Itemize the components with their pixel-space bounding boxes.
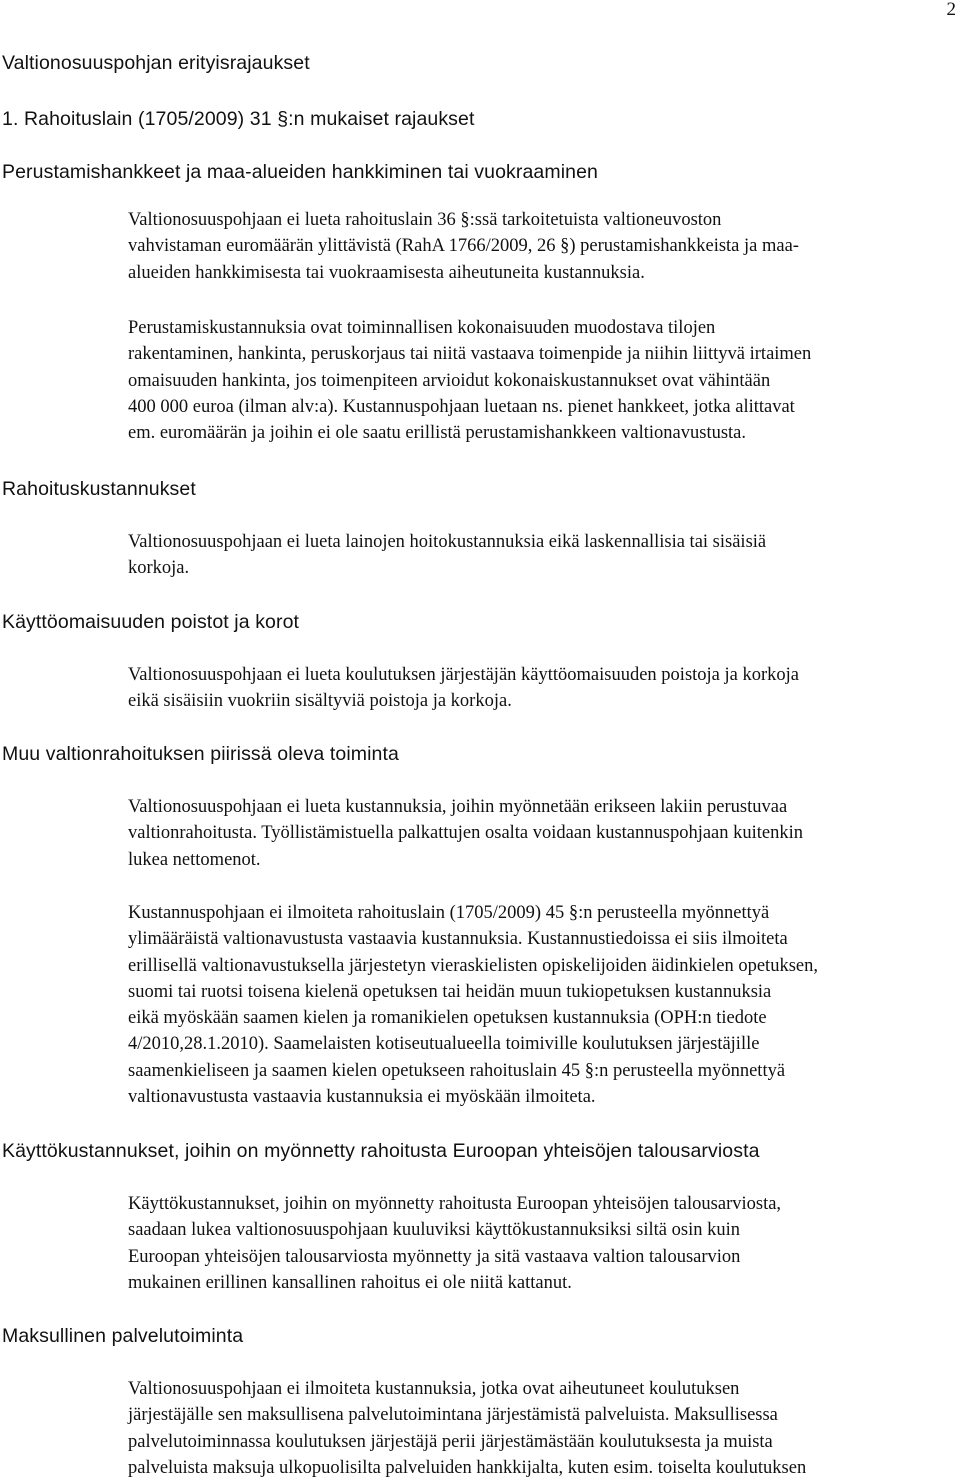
text-line: Käyttökustannukset, joihin on myönnetty rahoitusta Euroopan yhteisöjen talousarviosta, [128, 1194, 782, 1214]
subheading-eu-kayttokustannukset: Käyttökustannukset, joihin on myönnetty rahoitusta Euroopan yhteisöjen talousarviosta [2, 1140, 760, 1162]
subheading-rahoituskustannukset: Rahoituskustannukset [2, 478, 196, 500]
text-line: valtionavustusta vastaavia kustannuksia ei myöskään ilmoiteta. [128, 1087, 596, 1108]
subheading-kayttoomaisuus: Käyttöomaisuuden poistot ja korot [2, 611, 300, 633]
text-line: Perustamiskustannuksia ovat toiminnallisen kokonaisuuden muodostava tilojen [128, 318, 716, 338]
text-line: saamenkieliseen ja saamen kielen opetukseen rahoituslain 45 §:n perusteella myönnettyä [128, 1060, 786, 1081]
text-line: vahvistaman euromäärän ylittävistä (RahA 1766/2009, 26 §) perustamishankkeista ja maa- [128, 236, 799, 257]
text-line: korkoja. [128, 558, 190, 579]
text-line: 4/2010,28.1.2010). Saamelaisten kotiseutualueella toimiville koulutuksen järjestäjille [128, 1034, 760, 1055]
text-line: erillisellä valtionavustuksella järjestetyn vieraskielisten opiskelijoiden äidinkielen opetuksen, [128, 955, 818, 976]
text-line: palvelutoiminnassa koulutuksen järjestäjä perii järjestämästään koulutuksesta ja muista [128, 1431, 773, 1452]
paragraph-muu-valtionrahoitus [128, 794, 958, 873]
paragraph-rahoituskustannukset [128, 529, 958, 582]
text-line: Valtionosuuspohjaan ei lueta lainojen hoitokustannuksia eikä laskennallisia tai sisäisiä [128, 532, 767, 552]
section-heading-rahoituslaki: 1. Rahoituslain (1705/2009) 31 §:n mukaiset rajaukset [2, 108, 475, 130]
subheading-perustamishankkeet: Perustamishankkeet ja maa-alueiden hankkiminen tai vuokraaminen [2, 161, 598, 183]
text-line: järjestäjälle sen maksullisena palvelutoimintana järjestämistä palveluista. Maksullisessa [128, 1405, 778, 1426]
text-line: saadaan lukea valtionosuuspohjaan kuuluviksi käyttökustannuksiksi siltä osin kuin [128, 1220, 740, 1241]
text-line: valtionrahoitusta. Työllistämistuella palkattujen osalta voidaan kustannuspohjaan kuitenkin [128, 823, 804, 844]
text-line: Valtionosuuspohjaan ei ilmoiteta kustannuksia, jotka ovat aiheutuneet koulutuksen [128, 1379, 740, 1399]
paragraph-kayttoomaisuus [128, 662, 958, 715]
text-line: lukea nettomenot. [128, 849, 261, 870]
paragraph-eu-kayttokustannukset [128, 1191, 958, 1296]
document-title: Valtionosuuspohjan erityisrajaukset [2, 52, 310, 74]
text-line: Valtionosuuspohjaan ei lueta rahoituslain 36 §:ssä tarkoitetuista valtioneuvoston [128, 210, 722, 230]
subheading-muu-valtionrahoitus: Muu valtionrahoituksen piirissä oleva toiminta [2, 743, 399, 765]
text-line: eikä myöskään saamen kielen ja romanikielen opetuksen kustannuksia (OPH:n tiedote [128, 1008, 767, 1029]
paragraph-perustamishankkeet-rajaus [128, 207, 958, 286]
text-line: Valtionosuuspohjaan ei lueta kustannuksia, joihin myönnetään erikseen lakiin perustuvaa [128, 797, 788, 817]
text-line: Kustannuspohjaan ei ilmoiteta rahoituslain (1705/2009) 45 §:n perusteella myönnettyä [128, 903, 770, 923]
text-line: em. euromäärän ja joihin ei ole saatu erillistä perustamishankkeen valtionavustusta. [128, 423, 747, 444]
text-line: ylimääräistä valtionavustusta vastaavia kustannuksia. Kustannustiedoissa ei siis ilmoiteta [128, 929, 788, 950]
paragraph-perustamiskustannukset [128, 315, 958, 446]
text-line: eikä sisäisiin vuokriin sisältyviä poistoja ja korkoja. [128, 691, 512, 712]
paragraph-ylimaarainen-valtionavustus [128, 900, 958, 1110]
text-line: Euroopan yhteisöjen talousarviosta myönnetty ja sitä vastaava valtion talousarvion [128, 1246, 741, 1267]
text-line: mukainen erillinen kansallinen rahoitus ei ole niitä kattanut. [128, 1272, 572, 1293]
text-line: alueiden hankkimisesta tai vuokraamisesta aiheutuneita kustannuksia. [128, 262, 645, 283]
text-line: palveluista maksuja ulkopuolisilta palveluiden hankkijalta, kuten esim. toiselta koulutuksen [128, 1457, 807, 1478]
subheading-maksullinen-palvelutoiminta: Maksullinen palvelutoiminta [2, 1325, 244, 1347]
paragraph-maksullinen-palvelutoiminta [128, 1376, 958, 1481]
text-line: Valtionosuuspohjaan ei lueta koulutuksen järjestäjän käyttöomaisuuden poistoja ja korkoja [128, 665, 799, 685]
text-line: rakentaminen, hankinta, peruskorjaus tai niitä vastaava toimenpide ja niihin liittyvä irtaimen [128, 344, 812, 365]
text-line: 400 000 euroa (ilman alv:a). Kustannuspohjaan luetaan ns. pienet hankkeet, jotka alittavat [128, 396, 795, 417]
page-number: 2 [946, 0, 956, 20]
text-line: suomi tai ruotsi toisena kielenä opetuksen tai heidän muun tukiopetuksen kustannuksia [128, 981, 772, 1002]
text-line: omaisuuden hankinta, jos toimenpiteen arvioidut kokonaiskustannukset ovat vähintään [128, 370, 771, 391]
